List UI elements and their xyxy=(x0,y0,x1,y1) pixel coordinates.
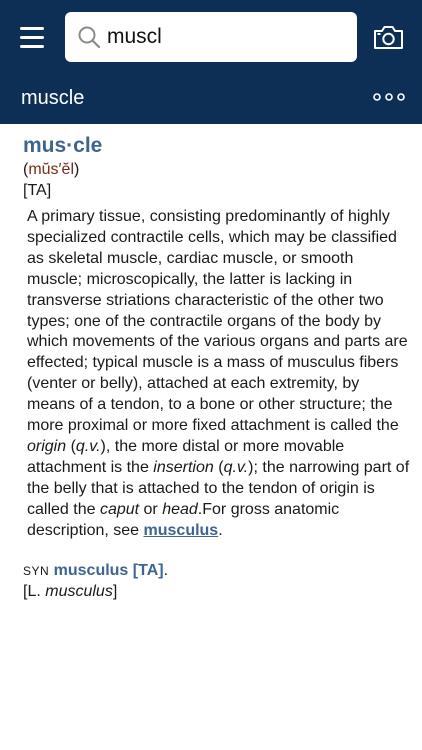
etymology xyxy=(23,583,117,601)
definition-text: or xyxy=(139,500,163,518)
camera-icon[interactable] xyxy=(373,24,404,50)
etymology-word: musculus xyxy=(45,583,113,600)
synonym-line xyxy=(23,562,168,580)
search-box[interactable] xyxy=(65,12,357,62)
entry-title: muscle xyxy=(21,87,85,109)
headword: mus·cle xyxy=(23,134,103,157)
magnifier-icon xyxy=(77,25,101,49)
quod-vide: q.v. xyxy=(75,437,101,455)
term-caput: caput xyxy=(99,500,140,518)
definition-text: ( xyxy=(66,437,76,455)
definition-text: A primary tissue, consisting predominantly of highly specialized contractile cells, which may be classified as skeletal muscle, cardiac muscle, or smooth muscle; microscopically, the latter is lacking in transverse striations characteristic of the other two types; one of the contractile organs of the body by which movements of the various organs and parts are effected; typical muscle is a mass of musculus fibers (venter or belly), attached at each extremity, by means of a tendon, to a bone or other structure; the more proximal or more fixed attachment is called the xyxy=(27,208,408,435)
definition-text: ); the narrowing part of the belly that is attached to the tendon of origin is called the xyxy=(27,458,410,518)
top-bar xyxy=(0,12,422,64)
ellipsis-icon[interactable] xyxy=(372,91,406,103)
definition-text: . xyxy=(218,521,223,539)
pronunciation-open: ( xyxy=(23,161,29,178)
etymology-close: ] xyxy=(112,583,118,600)
etymology-open: [L. xyxy=(23,583,46,600)
pronunciation-close: ) xyxy=(74,161,80,178)
pronunciation-text: mŭs′ĕl xyxy=(28,161,75,178)
pronunciation xyxy=(23,161,79,179)
definition xyxy=(27,207,411,542)
hamburger-icon[interactable] xyxy=(20,27,44,49)
definition-text: .For gross anatomic description, see xyxy=(27,500,340,539)
search-input[interactable] xyxy=(107,20,337,54)
terminologia-tag: [TA] xyxy=(23,182,52,199)
synonym-link[interactable]: musculus [TA] xyxy=(53,562,164,579)
definition-text: ), the more distal or more movable attachment is the xyxy=(27,437,345,476)
term-origin: origin xyxy=(27,437,67,455)
term-insertion: insertion xyxy=(153,458,214,476)
synonym-label: SYN xyxy=(23,564,50,578)
definition-text: ( xyxy=(213,458,224,476)
quod-vide: q.v. xyxy=(223,458,249,476)
app-header xyxy=(0,0,422,124)
entry-title-bar xyxy=(0,84,422,116)
cross-reference-link[interactable]: musculus xyxy=(143,521,219,539)
term-head: head xyxy=(162,500,198,518)
synonym-end: . xyxy=(163,562,169,579)
